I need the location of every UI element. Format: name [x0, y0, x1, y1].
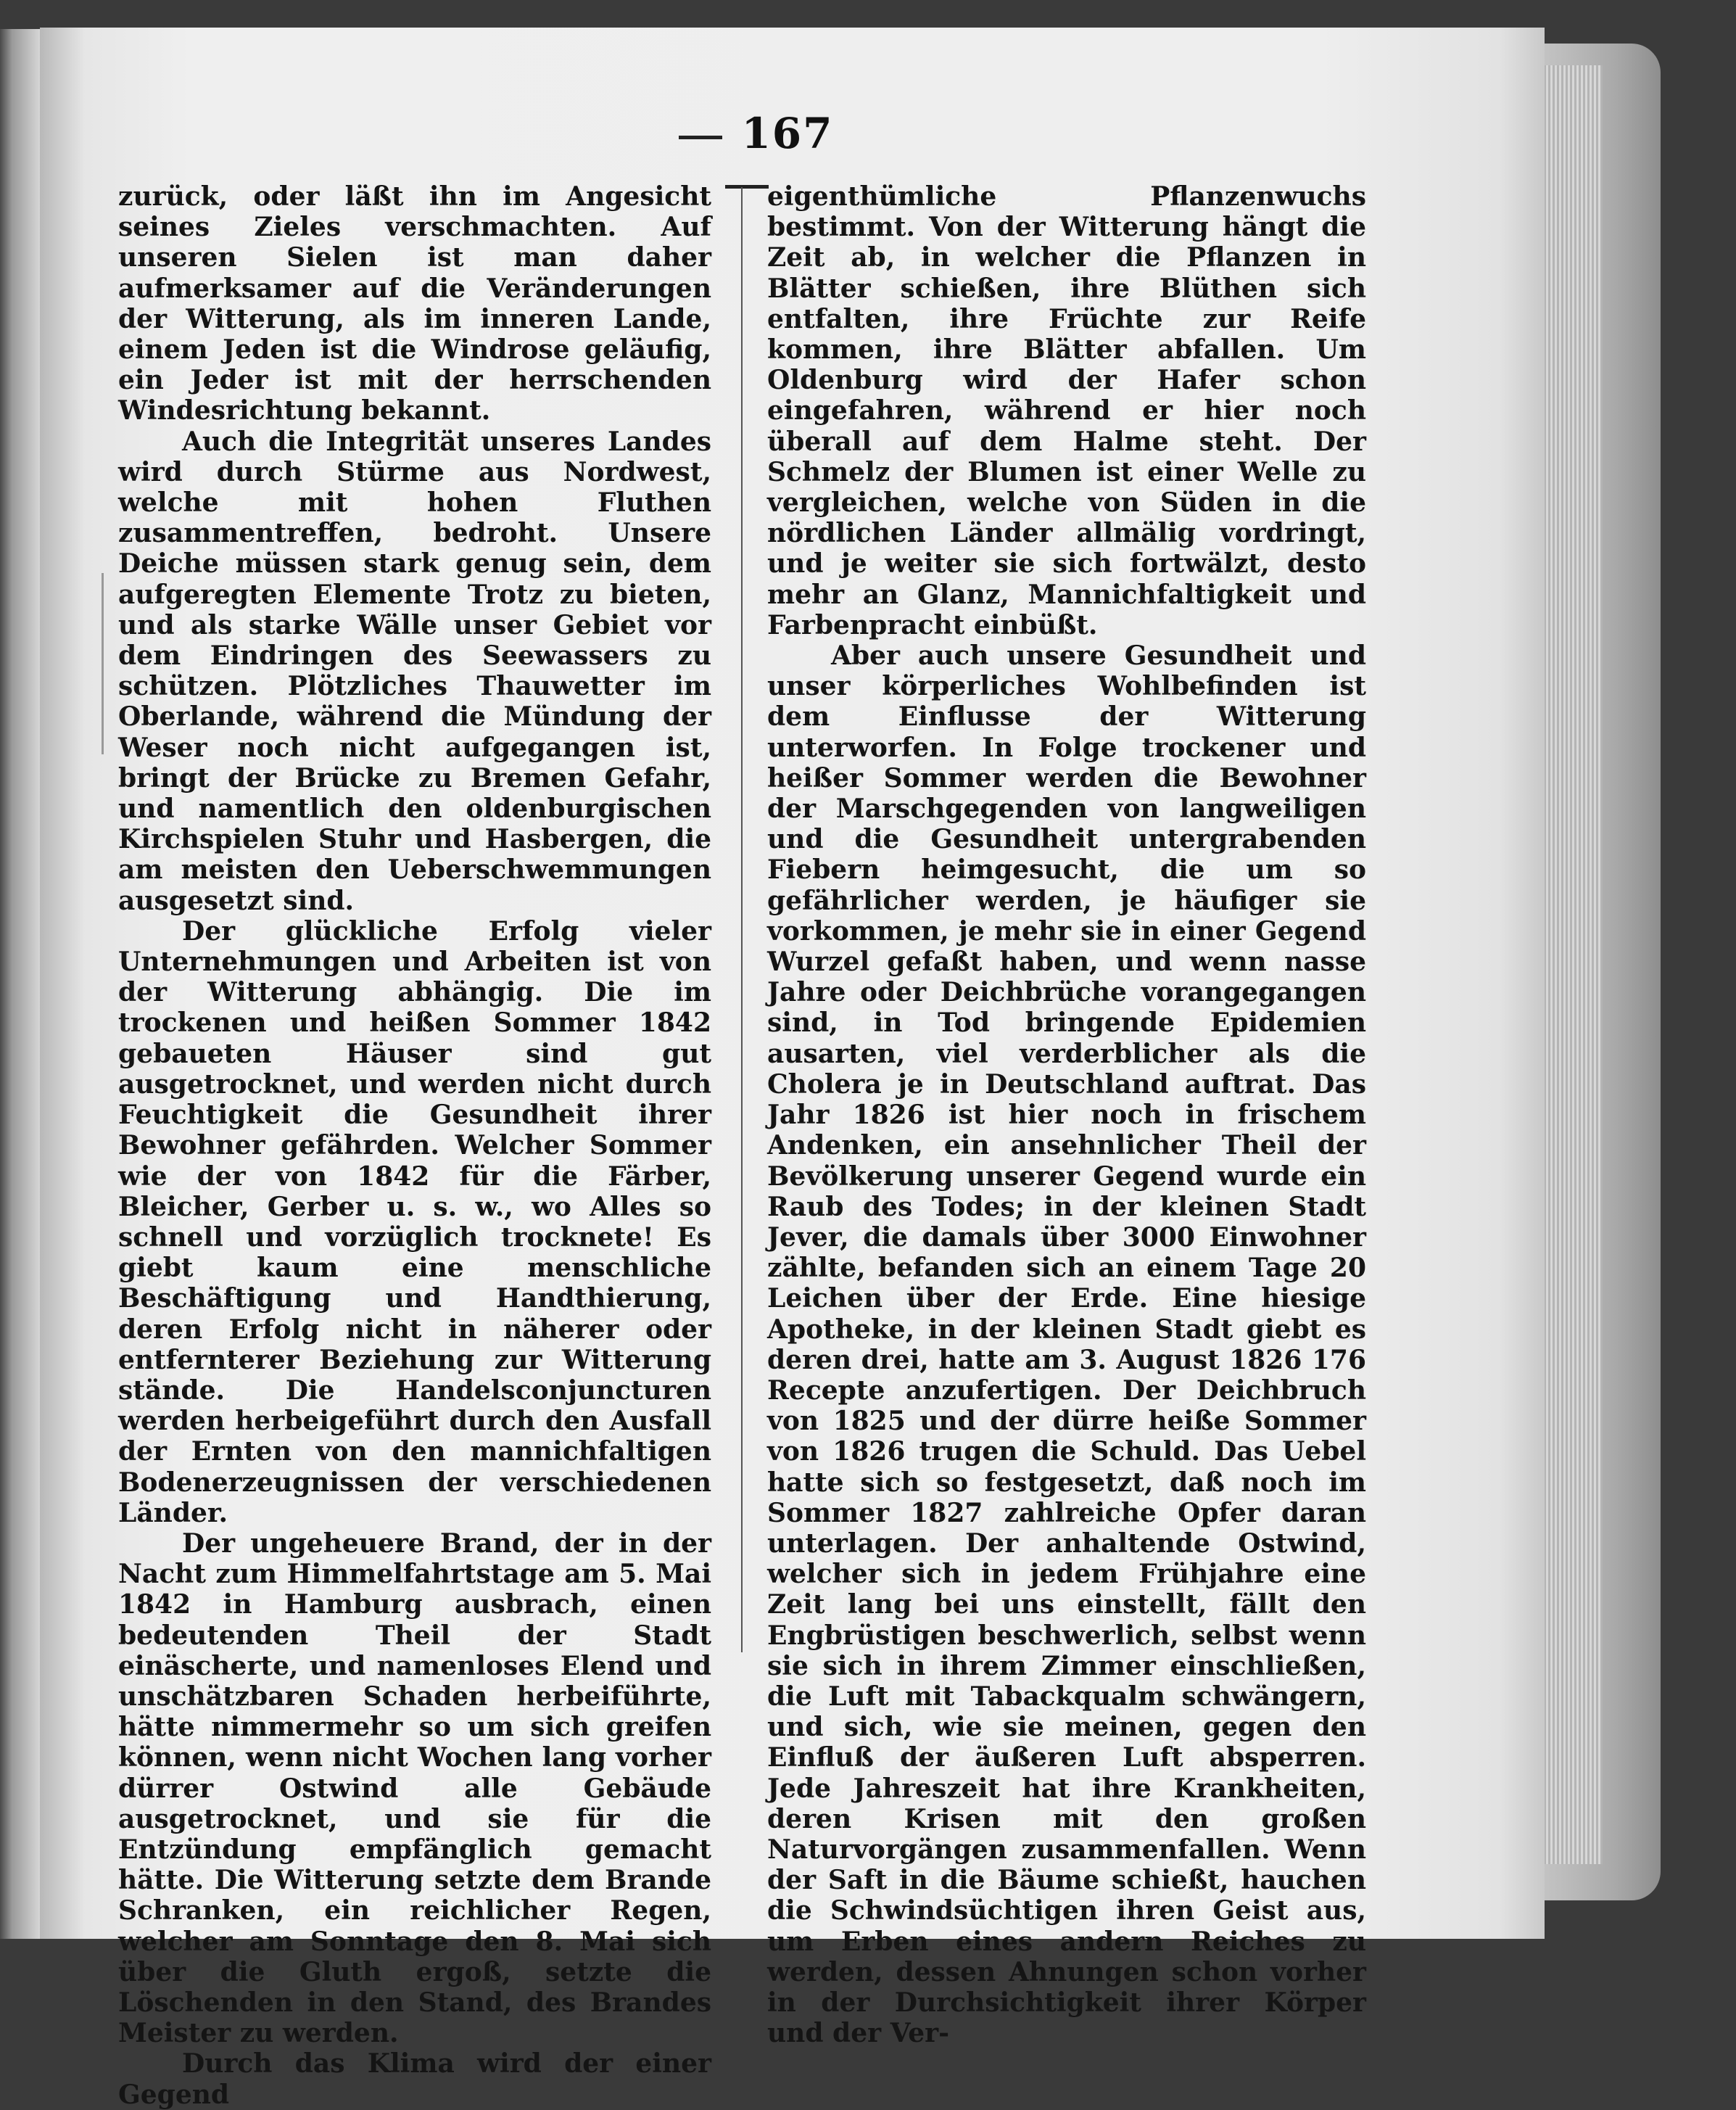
page-stack: [1537, 65, 1603, 1864]
margin-mark: [102, 573, 104, 754]
facing-page-edge: [0, 29, 40, 1939]
page-number-dash-left: [679, 136, 722, 139]
right-paragraph-1: eigenthümliche Pflanzenwuchs bestimmt. Von der Witterung hängt die Zeit ab, in welcher die Pflanzen in Blätter schießen, ihre Blüthen sich entfalten, ihre Früchte zur Reife kommen, ihre Blätter abfallen. Um Oldenburg wird der Hafer schon eingefahren, während er hier noch überall auf dem Halme steht. Der Schmelz der Blumen ist einer Welle zu vergleichen, welche von Süden in die nördlichen Länder allmälig vordringt, und je weiter sie sich fortwälzt, desto mehr an Glanz, Mannichfaltigkeit und Farbenpracht einbüßt.: [767, 181, 1366, 640]
column-rule: [741, 187, 743, 1652]
left-column: [118, 181, 711, 2110]
right-column: [767, 181, 1366, 2048]
left-paragraph-2: Auch die Integrität unseres Landes wird durch Stürme aus Nordwest, welche mit hohen Fluthen zusammentreffen, bedroht. Unsere Deiche müssen stark genug sein, dem aufgeregten Elemente Trotz zu bieten, und als starke Wälle unser Gebiet vor dem Eindringen des Seewassers zu schützen. Plötzliches Thauwetter im Oberlande, während die Mündung der Weser noch nicht aufgegangen ist, bringt der Brücke zu Bremen Gefahr, und namentlich den oldenburgischen Kirchspielen Stuhr und Hasbergen, die am meisten den Ueberschwemmungen ausgesetzt sind.: [118, 426, 711, 916]
page-number-dash-right: [725, 185, 769, 189]
right-paragraph-2: Aber auch unsere Gesundheit und unser körperliches Wohlbefinden ist dem Einflusse der Witterung unterworfen. In Folge trockener und heißer Sommer werden die Bewohner der Marschgegenden von langweiligen und die Gesundheit untergrabenden Fiebern heimgesucht, die um so gefährlicher werden, je häufiger sie vorkommen, je mehr sie in einer Gegend Wurzel gefaßt haben, und wenn nasse Jahre oder Deichbrüche vorangegangen sind, in Tod bringende Epidemien ausarten, viel verderblicher als die Cholera je in Deutschland auftrat. Das Jahr 1826 ist hier noch in frischem Andenken, ein ansehnlicher Theil der Bevölkerung unserer Gegend wurde ein Raub des Todes; in der kleinen Stadt Jever, die damals über 3000 Einwohner zählte, befanden sich an einem Tage 20 Leichen über der Erde. Eine hiesige Apotheke, in der kleinen Stadt giebt es deren drei, hatte am 3. August 1826 176 Recepte anzufertigen. Der Deichbruch von 1825 und der dürre heiße Sommer von 1826 trugen die Schuld. Das Uebel hatte sich so festgesetzt, daß noch im Sommer 1827 zahlreiche Opfer daran unterlagen. Der anhaltende Ostwind, welcher sich in jedem Frühjahre eine Zeit lang bei uns einstellt, fällt den Engbrüstigen beschwerlich, selbst wenn sie sich in ihrem Zimmer einschließen, die Luft mit Tabackqualm schwängern, und sich, wie sie meinen, gegen den Einfluß der äußeren Luft absperren. Jede Jahreszeit hat ihre Krankheiten, deren Krisen mit den großen Naturvorgängen zusammenfallen. Wenn der Saft in die Bäume schießt, hauchen die Schwindsüchtigen ihren Geist aus, um Erben eines andern Reiches zu werden, dessen Ahnungen schon vorher in der Durchsichtigkeit ihrer Körper und der Ver-: [767, 640, 1366, 2049]
left-paragraph-1: zurück, oder läßt ihn im Angesicht seines Zieles verschmachten. Auf unseren Sielen ist man daher aufmerksamer auf die Veränderungen der Witterung, als im inneren Lande, einem Jeden ist die Windrose geläufig, ein Jeder ist mit der herrschenden Windesrichtung bekannt.: [118, 181, 711, 426]
left-paragraph-3: Der glückliche Erfolg vieler Unternehmungen und Arbeiten ist von der Witterung abhängig. Die im trockenen und heißen Sommer 1842 gebaueten Häuser sind gut ausgetrocknet, und werden nicht durch Feuchtigkeit die Gesundheit ihrer Bewohner gefährden. Welcher Sommer wie der von 1842 für die Färber, Bleicher, Gerber u. s. w., wo Alles so schnell und vorzüglich trocknete! Es giebt kaum eine menschliche Beschäftigung und Handthierung, deren Erfolg nicht in näherer oder entfernterer Beziehung zur Witterung stände. Die Handelsconjuncturen werden herbeigeführt durch den Ausfall der Ernten von den mannichfaltigen Bodenerzeugnissen der verschiedenen Länder.: [118, 915, 711, 1528]
left-paragraph-4: Der ungeheuere Brand, der in der Nacht zum Himmelfahrtstage am 5. Mai 1842 in Hamburg ausbrach, einen bedeutenden Theil der Stadt einäscherte, und namenloses Elend und unschätzbaren Schaden herbeiführte, hätte nimmermehr so um sich greifen können, wenn nicht Wochen lang vorher dürrer Ostwind alle Gebäude ausgetrocknet, und sie für die Entzündung empfänglich gemacht hätte. Die Witterung setzte dem Brande Schranken, ein reichlicher Regen, welcher am Sonntage den 8. Mai sich über die Gluth ergoß, setzte die Löschenden in den Stand, des Brandes Meister zu werden.: [118, 1528, 711, 2049]
left-paragraph-5: Durch das Klima wird der einer Gegend: [118, 2048, 711, 2110]
page-number-text: 167: [741, 109, 834, 158]
